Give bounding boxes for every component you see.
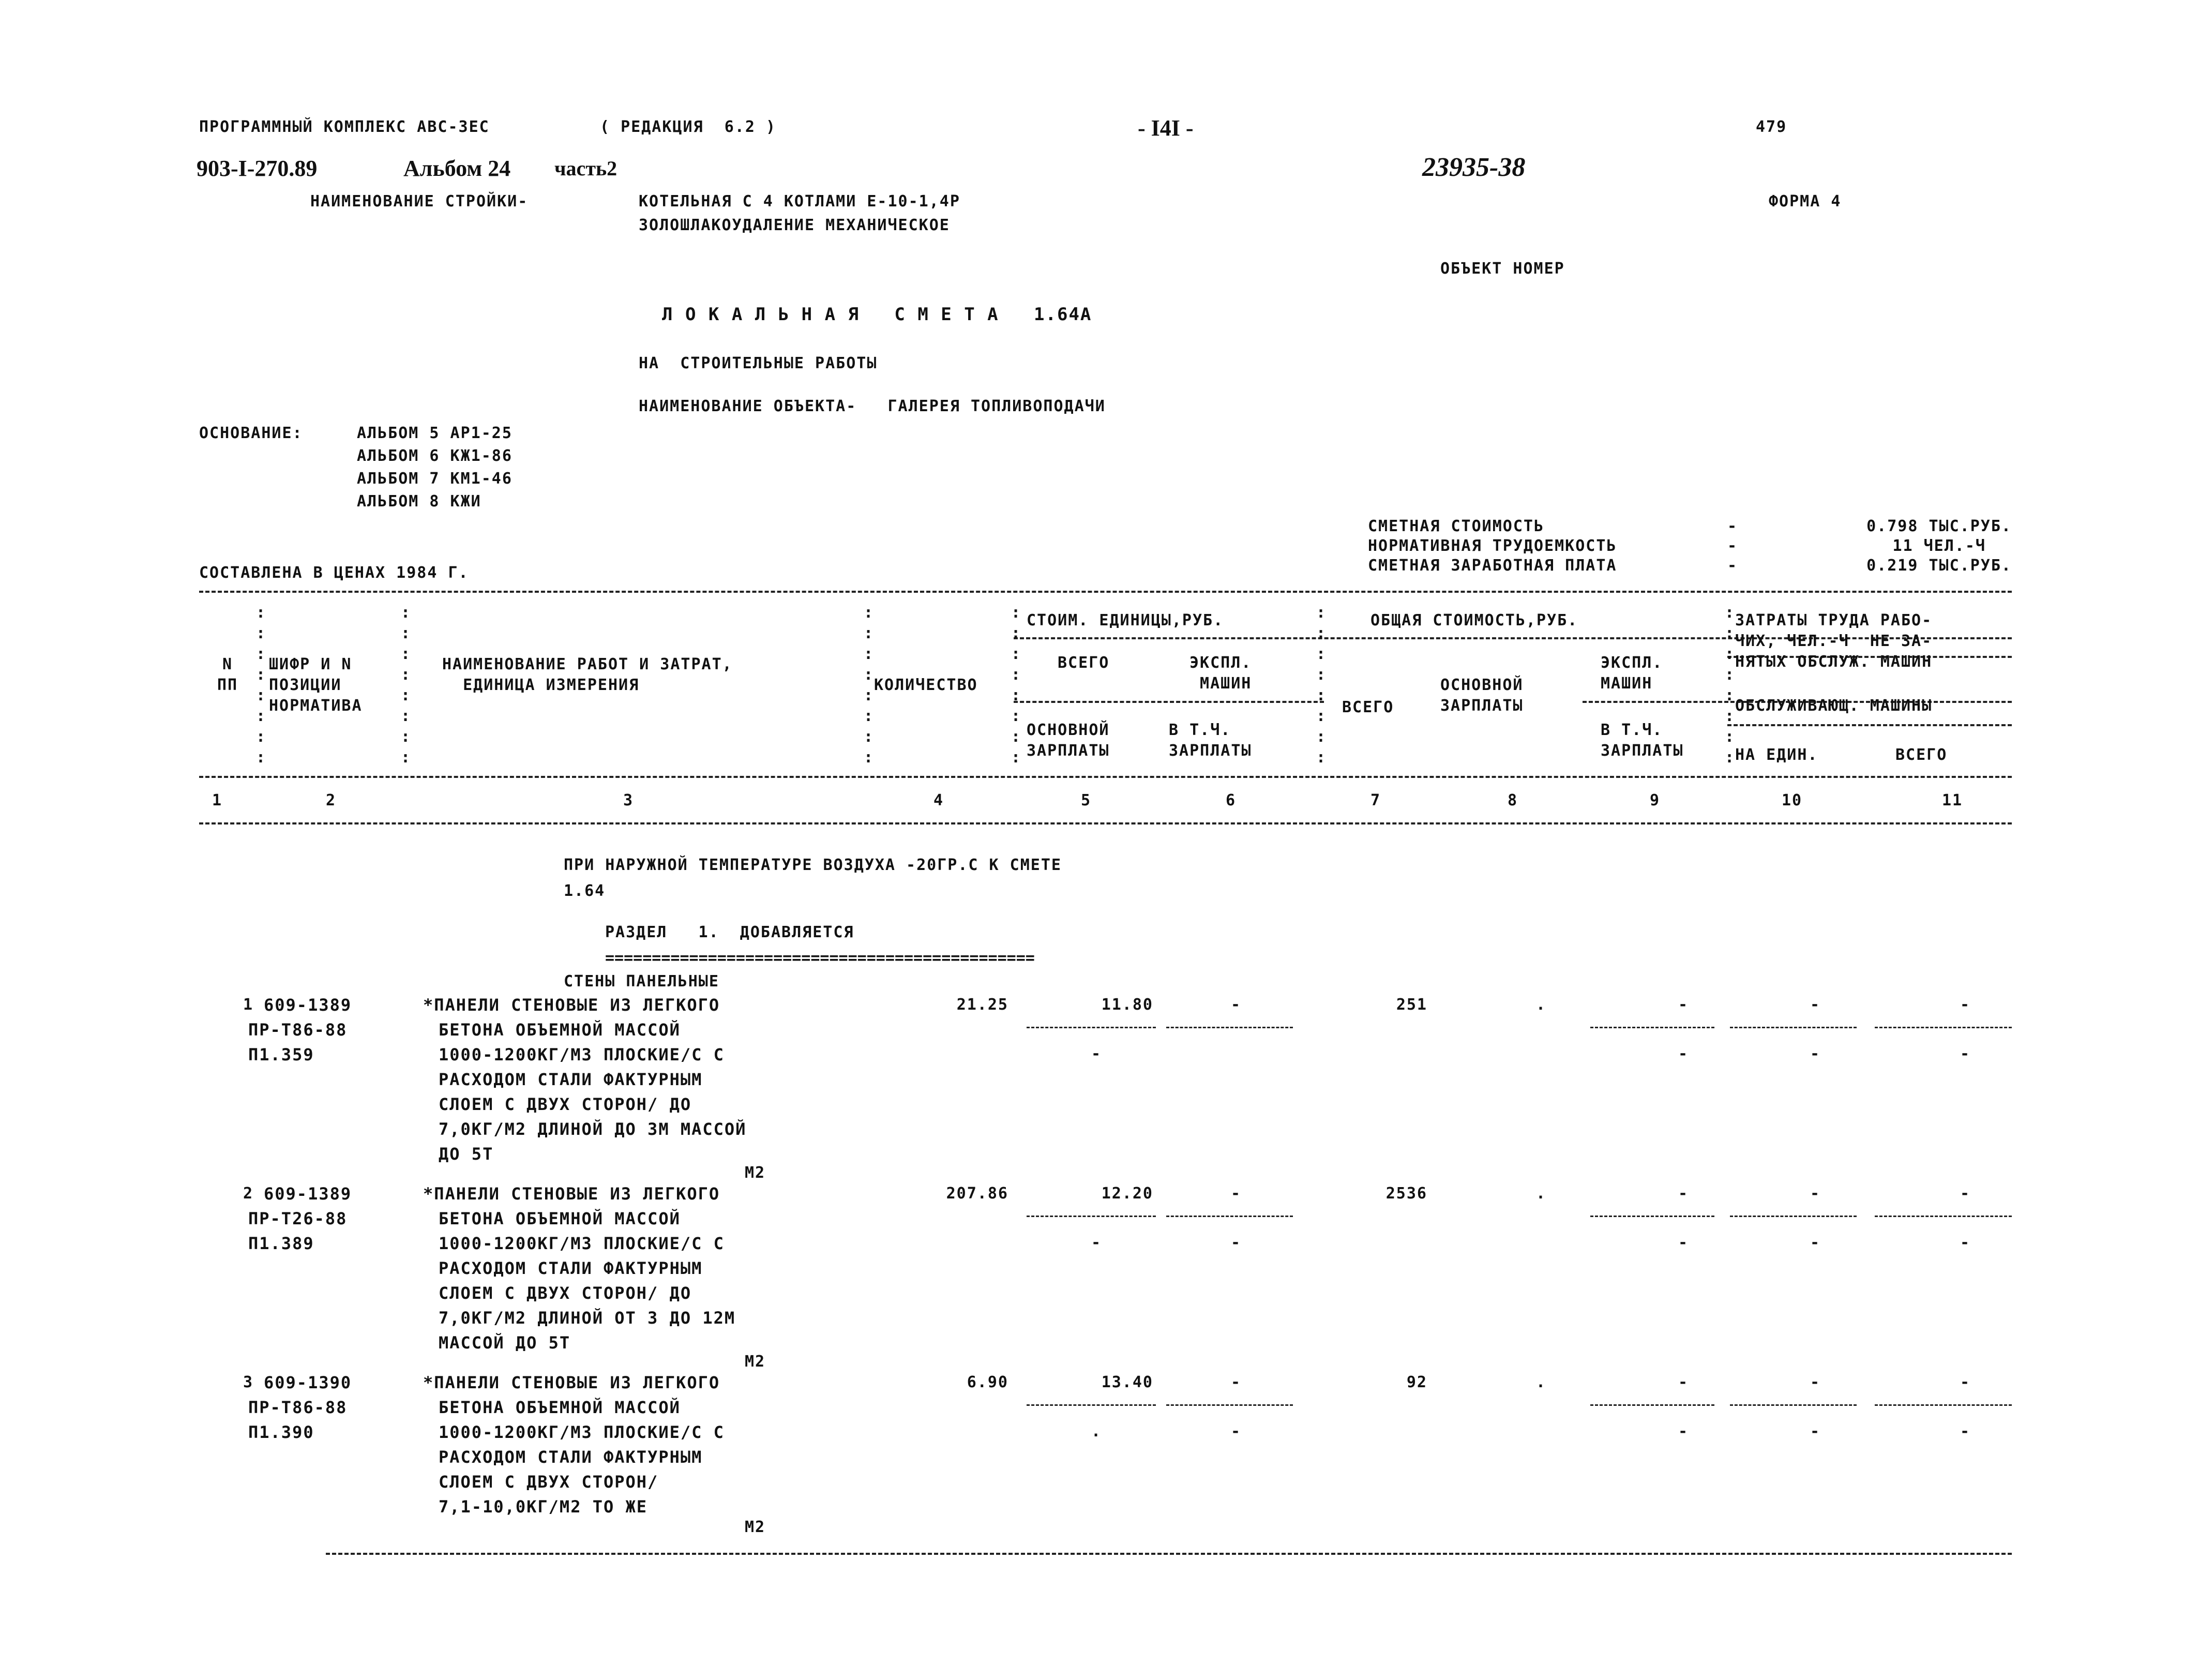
basis-item: АЛЬБОМ 8 КЖИ bbox=[357, 492, 481, 511]
preamble-line: ПРИ НАРУЖНОЙ ТЕМПЕРАТУРЕ ВОЗДУХА -20ГР.С К СМЕТЕ bbox=[564, 856, 1062, 874]
summary-value: 11 ЧЕЛ.-Ч bbox=[1892, 537, 1986, 555]
cell-divider bbox=[1875, 1216, 2012, 1217]
row-code: П1.389 bbox=[248, 1234, 314, 1253]
row-unit-total: 11.80 bbox=[1101, 996, 1153, 1014]
row-name: БЕТОНА ОБЪЕМНОЙ МАССОЙ bbox=[439, 1398, 681, 1417]
summary-sep: - bbox=[1727, 557, 1738, 575]
row-name: РАСХОДОМ СТАЛИ ФАКТУРНЫМ bbox=[439, 1070, 703, 1089]
cell-divider bbox=[1590, 1216, 1714, 1217]
row-total-basic-wage: . bbox=[1535, 1184, 1547, 1203]
row-name: 7,1-10,0КГ/М2 ТО ЖЕ bbox=[439, 1497, 648, 1517]
summary-label: СМЕТНАЯ ЗАРАБОТНАЯ ПЛАТА bbox=[1368, 557, 1617, 575]
page-number: - I4I - bbox=[1138, 115, 1194, 141]
row-number: 2 bbox=[243, 1184, 254, 1203]
header-unit-machines: ЭКСПЛ. МАШИН bbox=[1189, 654, 1252, 693]
row-name: 7,0КГ/М2 ДЛИНОЙ ОТ 3 ДО 12М bbox=[439, 1308, 736, 1328]
column-separator: : : : : : : : : bbox=[1316, 604, 1327, 767]
cell-divider bbox=[1166, 1027, 1293, 1028]
program-name: ПРОГРАММНЫЙ КОМПЛЕКС АВС-3ЕС bbox=[199, 118, 490, 136]
row-name: СЛОЕМ С ДВУХ СТОРОН/ ДО bbox=[439, 1283, 692, 1303]
row-unit-machines: - bbox=[1230, 1184, 1242, 1203]
row-name: *ПАНЕЛИ СТЕНОВЫЕ ИЗ ЛЕГКОГО bbox=[423, 1373, 720, 1392]
row-labor-per-unit: - bbox=[1810, 1422, 1821, 1441]
row-code: 609-1389 bbox=[264, 995, 352, 1015]
row-total-incl-wage: - bbox=[1678, 1045, 1689, 1063]
basis-label: ОСНОВАНИЕ: bbox=[199, 424, 303, 442]
row-name: МАССОЙ ДО 5Т bbox=[439, 1333, 571, 1353]
header-unit-total: ВСЕГО bbox=[1058, 654, 1110, 672]
row-code: П1.390 bbox=[248, 1422, 314, 1442]
row-unit-machines: - bbox=[1230, 1373, 1242, 1391]
column-separator: : : : : : : : : bbox=[864, 604, 875, 767]
header-unit-basic-wage: ОСНОВНОЙ ЗАРПЛАТЫ bbox=[1027, 721, 1110, 760]
edition: ( РЕДАКЦИЯ 6.2 ) bbox=[600, 118, 777, 136]
row-code: 609-1389 bbox=[264, 1184, 352, 1204]
basis-item: АЛЬБОМ 5 АР1-25 bbox=[357, 424, 513, 442]
cell-divider bbox=[1875, 1027, 2012, 1028]
row-name: 1000-1200КГ/М3 ПЛОСКИЕ/С С bbox=[439, 1234, 725, 1253]
row-total: 92 bbox=[1406, 1373, 1427, 1391]
summary-label: СМЕТНАЯ СТОИМОСТЬ bbox=[1368, 517, 1545, 535]
summary-label: НОРМАТИВНАЯ ТРУДОЕМКОСТЬ bbox=[1368, 537, 1617, 555]
cell-divider bbox=[1730, 1216, 1857, 1217]
header-col-code: ШИФР И N ПОЗИЦИИ НОРМАТИВА bbox=[269, 655, 363, 715]
cell-divider bbox=[1730, 1404, 1857, 1406]
row-code: 609-1390 bbox=[264, 1373, 352, 1392]
column-number: 6 bbox=[1225, 791, 1237, 809]
row-unit-total: 13.40 bbox=[1101, 1373, 1153, 1391]
row-name: *ПАНЕЛИ СТЕНОВЫЕ ИЗ ЛЕГКОГО bbox=[423, 995, 720, 1015]
row-labor-per-unit: - bbox=[1810, 1373, 1821, 1391]
row-unit-incl-wage: - bbox=[1230, 1422, 1242, 1441]
header-total-basic-wage: ОСНОВНОЙ ЗАРПЛАТЫ bbox=[1440, 676, 1524, 715]
row-name: СЛОЕМ С ДВУХ СТОРОН/ bbox=[439, 1472, 659, 1492]
summary-value: 0.219 ТЫС.РУБ. bbox=[1866, 557, 2012, 575]
row-total-incl-wage: - bbox=[1678, 1422, 1689, 1441]
row-unit-total: 12.20 bbox=[1101, 1184, 1153, 1203]
row-total-machines: - bbox=[1678, 996, 1689, 1014]
cell-divider bbox=[1166, 1216, 1293, 1217]
row-unit-basic-wage: . bbox=[1091, 1422, 1102, 1441]
table-top-rule bbox=[199, 591, 2012, 593]
header-total-cost-group: ОБЩАЯ СТОИМОСТЬ,РУБ. bbox=[1370, 611, 1578, 629]
header-col-number: N ПП bbox=[217, 655, 238, 694]
cell-divider bbox=[1590, 1027, 1714, 1028]
row-code: ПР-Т86-88 bbox=[248, 1398, 348, 1417]
row-labor-per-unit: - bbox=[1810, 1184, 1821, 1203]
row-labor-per-unit: - bbox=[1810, 1234, 1821, 1252]
row-labor-per-unit: - bbox=[1810, 1045, 1821, 1063]
column-number: 11 bbox=[1941, 791, 1963, 809]
row-name: *ПАНЕЛИ СТЕНОВЫЕ ИЗ ЛЕГКОГО bbox=[423, 1184, 720, 1204]
cell-divider bbox=[1027, 1404, 1156, 1406]
row-labor-total: - bbox=[1960, 1422, 1971, 1441]
row-name: 1000-1200КГ/М3 ПЛОСКИЕ/С С bbox=[439, 1045, 725, 1064]
column-number: 3 bbox=[623, 791, 634, 809]
basis-item: АЛЬБОМ 6 КЖ1-86 bbox=[357, 447, 513, 465]
column-separator: : : : : : : : : bbox=[256, 604, 267, 767]
header-labor-sub: ОБСЛУЖИВАЮЩ. МАШИНЫ bbox=[1735, 697, 1933, 715]
cell-divider bbox=[1730, 1027, 1857, 1028]
column-number: 8 bbox=[1507, 791, 1518, 809]
summary-sep: - bbox=[1727, 537, 1738, 555]
header-unit-incl-wage: В Т.Ч. ЗАРПЛАТЫ bbox=[1169, 721, 1252, 760]
header-unit-cost-group: СТОИМ. ЕДИНИЦЫ,РУБ. bbox=[1027, 611, 1224, 629]
row-name: РАСХОДОМ СТАЛИ ФАКТУРНЫМ bbox=[439, 1447, 703, 1467]
row-unit: М2 bbox=[745, 1518, 766, 1536]
form-number: ФОРМА 4 bbox=[1769, 192, 1842, 211]
header-col-quantity: КОЛИЧЕСТВО bbox=[874, 676, 978, 694]
cell-divider bbox=[1027, 1216, 1156, 1217]
header-labor-per-unit: НА ЕДИН. bbox=[1735, 746, 1818, 764]
row-quantity: 6.90 bbox=[967, 1373, 1008, 1391]
row-labor-total: - bbox=[1960, 1373, 1971, 1391]
cell-divider bbox=[1590, 1404, 1714, 1406]
row-quantity: 21.25 bbox=[956, 996, 1008, 1014]
header-total-machines: ЭКСПЛ. МАШИН bbox=[1601, 654, 1663, 693]
row-quantity: 207.86 bbox=[946, 1184, 1008, 1203]
sheet-number: 479 bbox=[1756, 118, 1787, 136]
row-labor-total: - bbox=[1960, 1234, 1971, 1252]
construction-name-line1: КОТЕЛЬНАЯ С 4 КОТЛАМИ Е-10-1,4Р bbox=[639, 192, 960, 211]
header-sub-rule bbox=[1727, 724, 2012, 726]
row-unit-machines: - bbox=[1230, 996, 1242, 1014]
cell-divider bbox=[1027, 1027, 1156, 1028]
row-total-machines: - bbox=[1678, 1184, 1689, 1203]
header-bottom-rule bbox=[199, 776, 2012, 778]
row-name: БЕТОНА ОБЪЕМНОЙ МАССОЙ bbox=[439, 1209, 681, 1228]
prices-basis: СОСТАВЛЕНА В ЦЕНАХ 1984 Г. bbox=[199, 564, 469, 582]
row-unit-basic-wage: - bbox=[1091, 1045, 1102, 1063]
row-labor-total: - bbox=[1960, 1045, 1971, 1063]
column-separator: : : : : : : : : bbox=[1011, 604, 1022, 767]
row-total: 2536 bbox=[1385, 1184, 1427, 1203]
row-code: ПР-Т86-88 bbox=[248, 1020, 348, 1040]
construction-label: НАИМЕНОВАНИЕ СТРОЙКИ- bbox=[310, 192, 529, 211]
header-sub-rule bbox=[1014, 701, 1324, 703]
album-number: Альбом 24 bbox=[403, 156, 511, 181]
row-total-basic-wage: . bbox=[1535, 996, 1547, 1014]
row-number: 1 bbox=[243, 996, 254, 1014]
row-unit: М2 bbox=[745, 1164, 766, 1182]
row-number: 3 bbox=[243, 1373, 254, 1391]
summary-sep: - bbox=[1727, 517, 1738, 535]
row-labor-total: - bbox=[1960, 996, 1971, 1014]
construction-name-line2: ЗОЛОШЛАКОУДАЛЕНИЕ МЕХАНИЧЕСКОЕ bbox=[639, 216, 950, 234]
row-total: 251 bbox=[1396, 996, 1427, 1014]
basis-item: АЛЬБОМ 7 КМ1-46 bbox=[357, 470, 513, 488]
project-code: 903-I-270.89 bbox=[197, 156, 318, 181]
row-unit-basic-wage: - bbox=[1091, 1234, 1102, 1252]
object-number-label: ОБЪЕКТ НОМЕР bbox=[1440, 260, 1565, 278]
column-number: 10 bbox=[1781, 791, 1803, 809]
album-part: часть2 bbox=[554, 157, 617, 180]
column-separator: : : : : : : : : bbox=[1725, 604, 1736, 767]
row-unit: М2 bbox=[745, 1353, 766, 1371]
row-name: СЛОЕМ С ДВУХ СТОРОН/ ДО bbox=[439, 1094, 692, 1114]
section-subtitle: СТЕНЫ ПАНЕЛЬНЫЕ bbox=[564, 972, 719, 991]
column-number: 4 bbox=[933, 791, 944, 809]
column-number: 1 bbox=[212, 791, 223, 809]
column-number-rule bbox=[199, 822, 2012, 824]
preamble-line: 1.64 bbox=[564, 882, 606, 900]
row-name: 1000-1200КГ/М3 ПЛОСКИЕ/С С bbox=[439, 1422, 725, 1442]
row-name: ДО 5Т bbox=[439, 1144, 494, 1164]
cell-divider bbox=[1875, 1404, 2012, 1406]
section-title: РАЗДЕЛ 1. ДОБАВЛЯЕТСЯ bbox=[605, 923, 854, 941]
header-col-name: НАИМЕНОВАНИЕ РАБОТ И ЗАТРАТ, ЕДИНИЦА ИЗМЕРЕНИЯ bbox=[442, 655, 733, 694]
row-unit-incl-wage: - bbox=[1230, 1234, 1242, 1252]
estimate-title: Л О К А Л Ь Н А Я С М Е Т А 1.64А bbox=[662, 304, 1092, 325]
row-total-basic-wage: . bbox=[1535, 1373, 1547, 1391]
row-total-machines: - bbox=[1678, 1373, 1689, 1391]
column-number: 9 bbox=[1649, 791, 1661, 809]
column-number: 5 bbox=[1080, 791, 1092, 809]
header-total-all: ВСЕГО bbox=[1342, 698, 1394, 716]
row-code: ПР-Т26-88 bbox=[248, 1209, 348, 1228]
cell-divider bbox=[1166, 1404, 1293, 1406]
column-number: 2 bbox=[325, 791, 337, 809]
summary-value: 0.798 ТЫС.РУБ. bbox=[1866, 517, 2012, 535]
estimate-subtitle: НА СТРОИТЕЛЬНЫЕ РАБОТЫ bbox=[639, 354, 878, 372]
column-separator: : : : : : : : : bbox=[401, 604, 412, 767]
row-labor-total: - bbox=[1960, 1184, 1971, 1203]
row-name: РАСХОДОМ СТАЛИ ФАКТУРНЫМ bbox=[439, 1258, 703, 1278]
header-labor-group: ЗАТРАТЫ ТРУДА РАБО- ЧИХ, ЧЕЛ.-Ч НЕ ЗА- НЯТЫХ ОБСЛУЖ. МАШИН bbox=[1735, 611, 1933, 671]
row-name: БЕТОНА ОБЪЕМНОЙ МАССОЙ bbox=[439, 1020, 681, 1040]
column-number: 7 bbox=[1370, 791, 1381, 809]
section-rule: ============================================== bbox=[605, 949, 1035, 967]
row-name: 7,0КГ/М2 ДЛИНОЙ ДО 3М МАССОЙ bbox=[439, 1119, 747, 1139]
document-number: 23935-38 bbox=[1422, 153, 1526, 182]
row-total-incl-wage: - bbox=[1678, 1234, 1689, 1252]
header-total-incl-wage: В Т.Ч. ЗАРПЛАТЫ bbox=[1601, 721, 1684, 760]
table-bottom-rule bbox=[326, 1553, 2012, 1555]
header-labor-total: ВСЕГО bbox=[1895, 746, 1948, 764]
object-name: НАИМЕНОВАНИЕ ОБЪЕКТА- ГАЛЕРЕЯ ТОПЛИВОПОДАЧИ bbox=[639, 397, 1106, 415]
row-labor-per-unit: - bbox=[1810, 996, 1821, 1014]
row-code: П1.359 bbox=[248, 1045, 314, 1064]
